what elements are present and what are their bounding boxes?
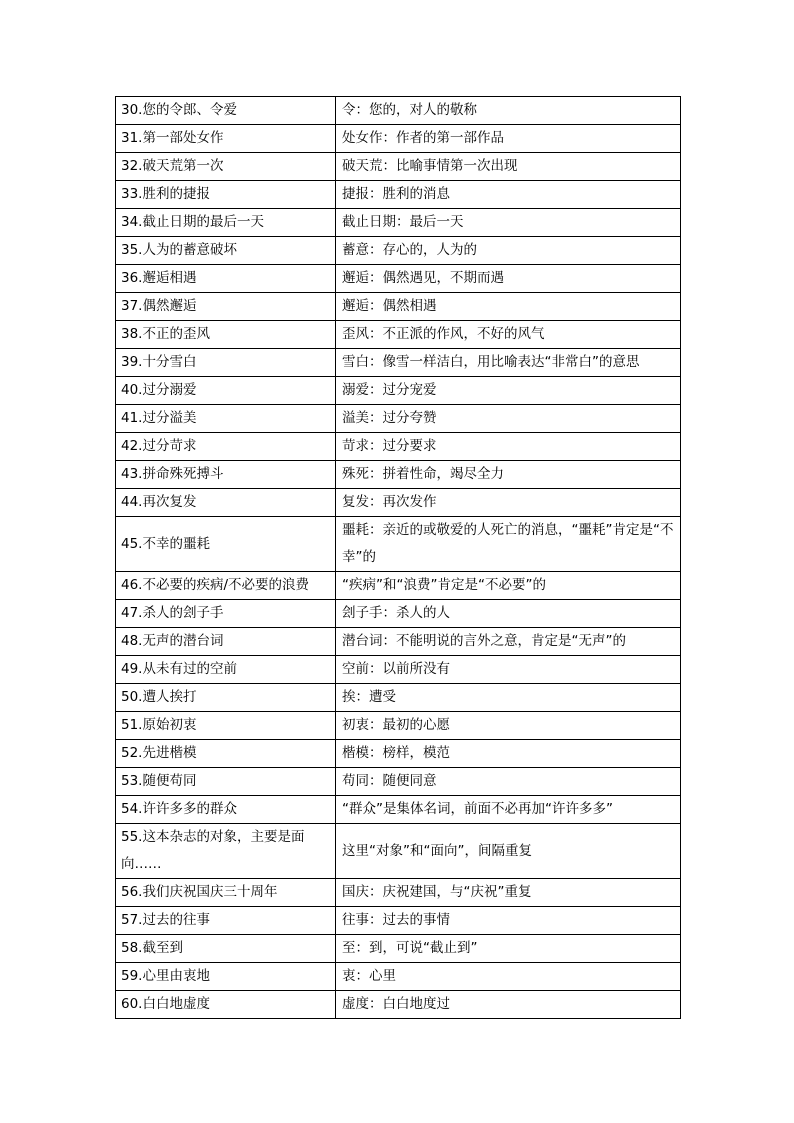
term-cell: 55.这本杂志的对象，主要是面向…… bbox=[116, 824, 336, 879]
table-row bbox=[116, 293, 681, 321]
term-cell: 41.过分溢美 bbox=[116, 405, 336, 433]
table-row bbox=[116, 684, 681, 712]
table-row bbox=[116, 181, 681, 209]
explanation-cell: 蓄意：存心的，人为的 bbox=[336, 237, 681, 265]
explanation-cell: 初衷：最初的心愿 bbox=[336, 712, 681, 740]
explanation-cell: 邂逅：偶然遇见，不期而遇 bbox=[336, 265, 681, 293]
term-cell: 46.不必要的疾病/不必要的浪费 bbox=[116, 572, 336, 600]
table-row bbox=[116, 153, 681, 181]
term-cell: 50.遭人挨打 bbox=[116, 684, 336, 712]
term-cell: 53.随便苟同 bbox=[116, 768, 336, 796]
table-row bbox=[116, 377, 681, 405]
explanation-cell: 挨：遭受 bbox=[336, 684, 681, 712]
term-cell: 51.原始初衷 bbox=[116, 712, 336, 740]
explanation-cell: 处女作：作者的第一部作品 bbox=[336, 125, 681, 153]
explanation-cell: 截止日期：最后一天 bbox=[336, 209, 681, 237]
term-cell: 54.许许多多的群众 bbox=[116, 796, 336, 824]
explanation-cell: 溺爱：过分宠爱 bbox=[336, 377, 681, 405]
term-cell: 35.人为的蓄意破坏 bbox=[116, 237, 336, 265]
explanation-cell: 雪白：像雪一样洁白，用比喻表达“非常白”的意思 bbox=[336, 349, 681, 377]
table-row bbox=[116, 209, 681, 237]
explanation-cell: 虚度：白白地度过 bbox=[336, 991, 681, 1019]
table-row bbox=[116, 991, 681, 1019]
term-cell: 45.不幸的噩耗 bbox=[116, 517, 336, 572]
term-cell: 43.拼命殊死搏斗 bbox=[116, 461, 336, 489]
table-row bbox=[116, 433, 681, 461]
term-cell: 58.截至到 bbox=[116, 935, 336, 963]
table-row bbox=[116, 461, 681, 489]
table-row bbox=[116, 265, 681, 293]
table-row bbox=[116, 740, 681, 768]
term-cell: 30.您的令郎、令爱 bbox=[116, 97, 336, 125]
term-cell: 32.破天荒第一次 bbox=[116, 153, 336, 181]
explanation-cell: 空前：以前所没有 bbox=[336, 656, 681, 684]
explanation-cell: “疾病”和“浪费”肯定是“不必要”的 bbox=[336, 572, 681, 600]
explanation-cell: 复发：再次发作 bbox=[336, 489, 681, 517]
table-row bbox=[116, 321, 681, 349]
term-cell: 56.我们庆祝国庆三十周年 bbox=[116, 879, 336, 907]
term-cell: 42.过分苛求 bbox=[116, 433, 336, 461]
explanation-cell: 国庆：庆祝建国，与“庆祝”重复 bbox=[336, 879, 681, 907]
table-row bbox=[116, 824, 681, 879]
explanation-cell: 噩耗：亲近的或敬爱的人死亡的消息，“噩耗”肯定是“不幸”的 bbox=[336, 517, 681, 572]
explanation-cell: 苟同：随便同意 bbox=[336, 768, 681, 796]
redundancy-table bbox=[115, 96, 681, 1019]
document-page bbox=[115, 96, 680, 1019]
table-row bbox=[116, 879, 681, 907]
explanation-cell: 至：到，可说“截止到” bbox=[336, 935, 681, 963]
explanation-cell: 往事：过去的事情 bbox=[336, 907, 681, 935]
explanation-cell: 这里“对象”和“面向”，间隔重复 bbox=[336, 824, 681, 879]
table-row bbox=[116, 935, 681, 963]
table-row bbox=[116, 125, 681, 153]
table-row bbox=[116, 600, 681, 628]
table-row bbox=[116, 405, 681, 433]
term-cell: 40.过分溺爱 bbox=[116, 377, 336, 405]
table-row bbox=[116, 712, 681, 740]
table-row bbox=[116, 628, 681, 656]
table-row bbox=[116, 572, 681, 600]
table-row bbox=[116, 237, 681, 265]
explanation-cell: 邂逅：偶然相遇 bbox=[336, 293, 681, 321]
table-row bbox=[116, 517, 681, 572]
term-cell: 59.心里由衷地 bbox=[116, 963, 336, 991]
explanation-cell: 殊死：拼着性命，竭尽全力 bbox=[336, 461, 681, 489]
term-cell: 36.邂逅相遇 bbox=[116, 265, 336, 293]
table-row bbox=[116, 907, 681, 935]
term-cell: 57.过去的往事 bbox=[116, 907, 336, 935]
explanation-cell: 破天荒：比喻事情第一次出现 bbox=[336, 153, 681, 181]
term-cell: 37.偶然邂逅 bbox=[116, 293, 336, 321]
explanation-cell: 苛求：过分要求 bbox=[336, 433, 681, 461]
term-cell: 39.十分雪白 bbox=[116, 349, 336, 377]
table-row bbox=[116, 489, 681, 517]
term-cell: 60.白白地虚度 bbox=[116, 991, 336, 1019]
term-cell: 33.胜利的捷报 bbox=[116, 181, 336, 209]
explanation-cell: 刽子手：杀人的人 bbox=[336, 600, 681, 628]
table-row bbox=[116, 768, 681, 796]
explanation-cell: 衷：心里 bbox=[336, 963, 681, 991]
explanation-cell: 歪风：不正派的作风，不好的风气 bbox=[336, 321, 681, 349]
explanation-cell: 楷模：榜样，模范 bbox=[336, 740, 681, 768]
explanation-cell: 溢美：过分夸赞 bbox=[336, 405, 681, 433]
term-cell: 48.无声的潜台词 bbox=[116, 628, 336, 656]
term-cell: 31.第一部处女作 bbox=[116, 125, 336, 153]
term-cell: 38.不正的歪风 bbox=[116, 321, 336, 349]
explanation-cell: 令：您的，对人的敬称 bbox=[336, 97, 681, 125]
table-row bbox=[116, 97, 681, 125]
explanation-cell: 潜台词：不能明说的言外之意，肯定是“无声”的 bbox=[336, 628, 681, 656]
table-body bbox=[116, 97, 681, 1019]
term-cell: 34.截止日期的最后一天 bbox=[116, 209, 336, 237]
term-cell: 52.先进楷模 bbox=[116, 740, 336, 768]
explanation-cell: “群众”是集体名词，前面不必再加“许许多多” bbox=[336, 796, 681, 824]
term-cell: 49.从未有过的空前 bbox=[116, 656, 336, 684]
explanation-cell: 捷报：胜利的消息 bbox=[336, 181, 681, 209]
term-cell: 44.再次复发 bbox=[116, 489, 336, 517]
term-cell: 47.杀人的刽子手 bbox=[116, 600, 336, 628]
table-row bbox=[116, 796, 681, 824]
table-row bbox=[116, 349, 681, 377]
table-row bbox=[116, 963, 681, 991]
table-row bbox=[116, 656, 681, 684]
